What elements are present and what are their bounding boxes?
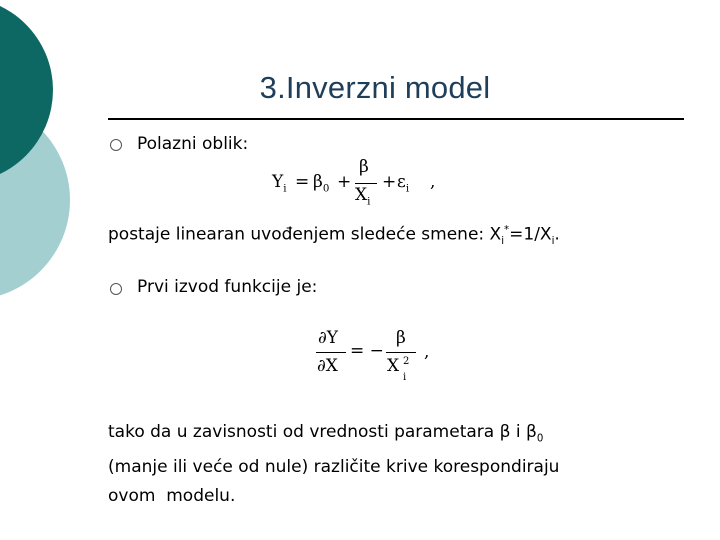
paragraph-line-1 <box>108 418 668 453</box>
formula1-beta0-sub: 0 <box>322 183 330 195</box>
substitution-prefix: postaje linearan uvođenjem sledeće smene: X <box>108 224 502 245</box>
slide-title: 3.Inverzni model <box>259 70 491 105</box>
bullet-icon <box>110 283 122 295</box>
formula2-d-den: ∂X <box>317 356 338 376</box>
formula2-trail: , <box>424 342 430 362</box>
formula2-denominator: X <box>387 356 400 376</box>
decorative-circles <box>0 0 100 300</box>
formula1-denominator-sub: i <box>367 196 371 208</box>
formula1-plus1: + <box>337 172 352 192</box>
paragraph-sub: 0 <box>536 433 544 445</box>
bullet-text-2: Prvi izvod funkcije je: <box>137 277 318 297</box>
paragraph-line-3: ovom modelu. <box>108 486 236 507</box>
bullet-text-1: Polazni oblik: <box>137 134 249 154</box>
paragraph-line-2: (manje ili veće od nule) različite krive korespondiraju <box>108 457 560 478</box>
formula1-epsilon-sub: i <box>405 183 410 195</box>
formula1-trail: , <box>430 172 436 192</box>
formula1-numerator: β <box>359 157 369 177</box>
formula2-fraction-bar-2 <box>386 352 416 353</box>
formula1-lhs-sub: i <box>283 183 287 195</box>
conclusion-paragraph <box>108 418 668 511</box>
title-underline <box>108 118 684 120</box>
substitution-mid: =1/X <box>509 224 552 245</box>
formula1-epsilon: ε <box>397 172 406 192</box>
formula2-d-num: ∂Y <box>318 328 339 348</box>
formula2-fraction-bar-1 <box>316 352 346 353</box>
formula2-den-sub: i <box>403 372 407 383</box>
bullet-icon <box>110 139 122 151</box>
formula1-fraction-bar <box>355 183 377 184</box>
formula2-den-sup: 2 <box>403 356 410 367</box>
substitution-sub1: i <box>501 236 505 248</box>
formula2-numerator: β <box>396 328 406 348</box>
formula1-beta0: β <box>313 172 323 192</box>
substitution-sub2: i <box>551 236 555 248</box>
substitution-line <box>108 221 560 252</box>
substitution-sup: * <box>504 225 510 236</box>
formula1-denominator: X <box>355 185 368 205</box>
formula1-lhs: Y <box>272 172 284 192</box>
paragraph-text-1: tako da u zavisnosti od vrednosti parametara β i β <box>108 422 537 442</box>
substitution-end: . <box>554 224 560 245</box>
formula1-plus2: + <box>382 172 397 192</box>
formula2-eq: = − <box>350 341 384 361</box>
